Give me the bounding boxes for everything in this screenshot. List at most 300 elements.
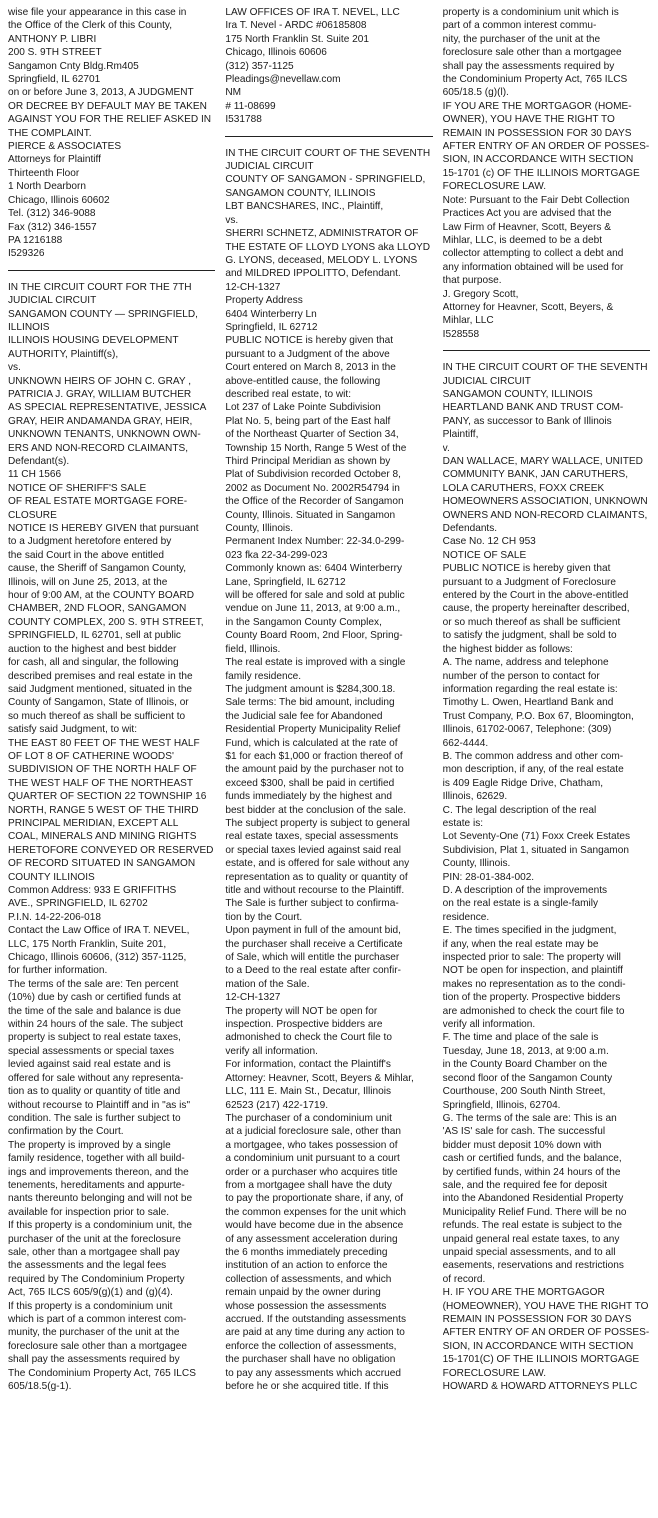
notice-text-line: Attorney for Heavner, Scott, Beyers, & bbox=[442, 301, 614, 313]
notice-text-line: PIERCE & ASSOCIATES bbox=[8, 141, 122, 153]
notice-text-line: 6404 Winterberry Ln bbox=[225, 308, 317, 320]
notice-text-line: DAN WALLACE, MARY WALLACE, UNITED bbox=[442, 456, 643, 467]
notice-text-line: Defendant(s). bbox=[8, 456, 70, 467]
notice-text-line: Commonly known as: 6404 Winterberry bbox=[225, 563, 403, 575]
notice-text-line: AUTHORITY, Plaintiff(s), bbox=[8, 348, 119, 360]
notice-text-line: unpaid special assessments, and to all bbox=[442, 1246, 616, 1258]
notice-text-line: remain unpaid by the owner during bbox=[225, 1287, 381, 1299]
notice-text-line: 62523 (217) 422-1719. bbox=[225, 1099, 329, 1111]
notice-text-line: Contact the Law Office of IRA T. NEVEL, bbox=[8, 925, 190, 937]
notice-text-line: Sangamon Cnty Bldg.Rm405 bbox=[8, 60, 139, 72]
notice-text-line: Mihlar, LLC, is deemed to be a debt bbox=[442, 234, 603, 246]
notice-text-line: vs. bbox=[8, 362, 21, 374]
notice-text-line: the said Court in the above entitled bbox=[8, 549, 164, 561]
notice-text-line: the assessments and the legal fees bbox=[8, 1260, 167, 1272]
notice-text-line: 200 S. 9TH STREET bbox=[8, 47, 102, 59]
notice-text-line: NOTICE OF SALE bbox=[442, 549, 527, 561]
notice-text-line: the 6 months immediately preceding bbox=[225, 1246, 388, 1258]
notice-text-line: v. bbox=[442, 442, 450, 454]
notice-text-line: COAL, MINERALS AND MINING RIGHTS bbox=[8, 831, 197, 843]
notice-text-line: number of the person to contact for bbox=[442, 670, 600, 682]
notice-text-line: (10%) due by cash or certified funds at bbox=[8, 992, 181, 1004]
notice-text-line: County Board Room, 2nd Floor, Spring- bbox=[225, 630, 403, 642]
notice-text-line: to a Judgment heretofore entered by bbox=[8, 536, 172, 548]
notice-text-line: PANY, as successor to Bank of Illinois bbox=[442, 415, 612, 427]
notice-text-line: LLC, 111 E. Main St., Decatur, Illinois bbox=[225, 1086, 392, 1098]
notice-text-line: PATRICIA J. GRAY, WILLIAM BUTCHER bbox=[8, 388, 192, 400]
notice-text-line: exceed $300, shall be paid in certified bbox=[225, 777, 395, 789]
notice-text-line: G. The terms of the sale are: This is an bbox=[442, 1112, 617, 1124]
notice-text-line: best bidder at the conclusion of the sale. bbox=[225, 804, 407, 816]
notice-text-line: mon description, if any, of the real estate bbox=[442, 764, 624, 776]
notice-text-line: IN THE CIRCUIT COURT FOR THE 7TH bbox=[8, 281, 192, 293]
notice-text-line: J. Gregory Scott, bbox=[442, 288, 519, 300]
notice-text-line: without recourse to Plaintiff and in "as is" bbox=[8, 1099, 191, 1111]
notice-text-line: ings and improvements thereon, and the bbox=[8, 1166, 189, 1178]
notice-text-line: Ira T. Nevel - ARDC #06185808 bbox=[225, 20, 367, 32]
notice-text-line: CLOSURE bbox=[8, 509, 57, 521]
notice-text-line: COUNTY OF SANGAMON - SPRINGFIELD, bbox=[225, 174, 426, 186]
notice-text-line: described premises and real estate in the bbox=[8, 670, 193, 682]
notice-text-line: second floor of the Sangamon County bbox=[442, 1072, 613, 1084]
notice-text-line: 12-CH-1327 bbox=[225, 992, 281, 1004]
notice-text-line: County, Illinois. Situated in Sangamon bbox=[225, 509, 396, 521]
notice-text-line: enforce the collection of assessments, bbox=[225, 1340, 397, 1352]
notice-text-line: bidder must deposit 10% down with bbox=[442, 1139, 602, 1151]
notice-text-line: G. LYONS, deceased, MELODY L. LYONS bbox=[225, 254, 418, 266]
notice-text-line: Third Principal Meridian as shown by bbox=[225, 456, 391, 467]
notice-text-line: H. IF YOU ARE THE MORTGAGOR bbox=[442, 1287, 605, 1299]
notice-text-line: Fax (312) 346-1557 bbox=[8, 221, 97, 233]
notice-text-line: LOLA CARUTHERS, FOXX CREEK bbox=[442, 482, 605, 494]
notice-text-line: nity, the purchaser of the unit at the bbox=[442, 33, 601, 45]
notice-text-line: Illinois, 61702-0067, Telephone: (309) bbox=[442, 724, 612, 736]
notice-text-line: to pay any assessments which accrued bbox=[225, 1367, 401, 1379]
notice-text-line: nants thereunto belonging and will not be bbox=[8, 1193, 193, 1205]
notice-text-line: 605/18.5(g-1). bbox=[8, 1381, 72, 1393]
notice-text-line: OF LOT 8 OF CATHERINE WOODS' bbox=[8, 750, 174, 762]
notice-text-line: of the Northeast Quarter of Section 34, bbox=[225, 429, 399, 441]
notice-text-line: HOMEOWNERS ASSOCIATION, UNKNOWN bbox=[442, 496, 648, 508]
notice-text-line: SUBDIVISION OF THE NORTH HALF OF bbox=[8, 764, 197, 776]
column-left bbox=[8, 6, 215, 1518]
notice-text-line: THE WEST HALF OF THE NORTHEAST bbox=[8, 777, 194, 789]
notice-text-line: PRINCIPAL MERIDIAN, EXCEPT ALL bbox=[8, 817, 179, 829]
notice-text-line: AFTER ENTRY OF AN ORDER OF POSSES- bbox=[442, 141, 650, 153]
notice-text-line: real estate taxes, special assessments bbox=[225, 831, 399, 843]
notice-text-line: IN THE CIRCUIT COURT OF THE SEVENTH bbox=[225, 147, 431, 159]
notice-text-line: tion as to quality or quantity of title and bbox=[8, 1086, 181, 1098]
notice-text-line: COUNTY ILLINOIS bbox=[8, 871, 95, 883]
notice-text-line: Mihlar, LLC bbox=[442, 315, 494, 327]
notice-text-line: PIN: 28-01-384-002. bbox=[442, 871, 535, 883]
notice-text-line: REMAIN IN POSSESSION FOR 30 DAYS bbox=[442, 127, 632, 139]
notice-text-line: P.I.N. 14-22-206-018 bbox=[8, 911, 101, 923]
notice-text-line: shall pay the assessments required by bbox=[8, 1354, 180, 1366]
notice-text-line: inspection. Prospective bidders are bbox=[225, 1019, 383, 1031]
notice-text-line: title and without recourse to the Plaintiff. bbox=[225, 885, 405, 896]
notice-text-line: to pay the proportionate share, if any, of bbox=[225, 1193, 404, 1205]
notice-text-line: the amount paid by the purchaser not to bbox=[225, 764, 404, 776]
notice-text-line: into the Abandoned Residential Property bbox=[442, 1193, 624, 1205]
notice-text-line: 15-1701(C) OF THE ILLINOIS MORTGAGE bbox=[442, 1354, 640, 1366]
notice-text-line: of record. bbox=[442, 1273, 486, 1285]
notice-text-line: accrued. If the outstanding assessments bbox=[225, 1314, 406, 1325]
notice-text-line: estate, and is offered for sale without any bbox=[225, 858, 410, 870]
notice-text-line: property is a condominium unit which is bbox=[442, 7, 619, 18]
notice-text-line: I529326 bbox=[8, 248, 45, 260]
notice-text-line: NM bbox=[225, 87, 242, 99]
notice-text-line: for further information. bbox=[8, 965, 108, 977]
notice-text-line: institution of an action to enforce the bbox=[225, 1260, 388, 1272]
notice-text-line: ANTHONY P. LIBRI bbox=[8, 33, 97, 45]
notice-text-line: the purchaser shall have no obligation bbox=[225, 1354, 396, 1366]
notice-text-line: Fund, which is calculated at the rate of bbox=[225, 737, 398, 749]
notice-text-line: a condominium unit pursuant to a court bbox=[225, 1153, 400, 1165]
notice-text-line: Illinois, 62629. bbox=[442, 791, 508, 803]
notice-text-line: NORTH, RANGE 5 WEST OF THE THIRD bbox=[8, 804, 199, 816]
notice-text-line: The terms of the sale are: Ten percent bbox=[8, 978, 179, 990]
notice-text-line: by certified funds, within 24 hours of the bbox=[442, 1166, 621, 1178]
notice-text-line: Chicago, Illinois 60606 bbox=[225, 47, 327, 59]
notice-text-line: AS SPECIAL REPRESENTATIVE, JESSICA bbox=[8, 402, 207, 414]
notice-text-line: ERS AND NON-RECORD CLAIMANTS, bbox=[8, 442, 189, 454]
notice-text-line: THE ESTATE OF LLOYD LYONS aka LLOYD bbox=[225, 241, 431, 253]
notice-text-line: in the County Board Chamber on the bbox=[442, 1059, 608, 1071]
notice-text-line: cause, the property hereinafter described, bbox=[442, 603, 630, 615]
notice-text-line: for cash, all and singular, the following bbox=[8, 657, 179, 669]
notice-text-line: or special taxes levied against said real bbox=[225, 844, 401, 856]
notice-text-line: IN THE CIRCUIT COURT OF THE SEVENTH bbox=[442, 362, 648, 374]
notice-text-line: so much thereof as shall be sufficient to bbox=[8, 710, 186, 722]
notice-text-line: the common expenses for the unit which bbox=[225, 1206, 406, 1218]
notice-text-line: Springfield, IL 62701 bbox=[8, 74, 101, 86]
notice-divider bbox=[8, 270, 215, 271]
notice-text-line: is 409 Eagle Ridge Drive, Chatham, bbox=[442, 777, 604, 789]
notice-text-line: County of Sangamon, State of Illinois, or bbox=[8, 697, 189, 709]
notice-text-line: the Office of the Recorder of Sangamon bbox=[225, 496, 404, 508]
notice-text-line: Thirteenth Floor bbox=[8, 167, 80, 179]
notice-text-line: pursuant to a Judgment of the above bbox=[225, 348, 390, 360]
notice-text-line: PUBLIC NOTICE is hereby given that bbox=[225, 335, 394, 347]
notice-text-line: Plat of Subdivision recorded October 8, bbox=[225, 469, 401, 481]
notice-text-line: SPRINGFIELD, IL 62701, sell at public bbox=[8, 630, 181, 642]
notice-text-line: IF YOU ARE THE MORTGAGOR (HOME- bbox=[442, 100, 632, 112]
notice-text-line: REMAIN IN POSSESSION FOR 30 DAYS bbox=[442, 1314, 632, 1325]
notice-text-line: vendue on June 11, 2013, at 9:00 a.m., bbox=[225, 603, 401, 615]
notice-text-line: the Condominium Property Act, 765 ILCS bbox=[442, 74, 628, 86]
notice-text-line: Permanent Index Number: 22-34.0-299- bbox=[225, 536, 405, 548]
notice-text-line: THE COMPLAINT. bbox=[8, 127, 92, 139]
notice-text-line: Property Address bbox=[225, 295, 303, 307]
notice-text-line: UNKNOWN TENANTS, UNKNOWN OWN- bbox=[8, 429, 201, 441]
notice-text-line: The subject property is subject to general bbox=[225, 817, 410, 829]
notice-text-line: County, Illinois. bbox=[442, 858, 511, 870]
notice-text-line: the highest bidder as follows: bbox=[442, 643, 573, 655]
notice-text-line: on the real estate is a single-family bbox=[442, 898, 599, 910]
notice-text-line: inspected prior to sale: The property will bbox=[442, 952, 621, 964]
notice-text-line: pursuant to a Judgment of Foreclosure bbox=[442, 576, 617, 588]
notice-text-line: Courthouse, 200 South Ninth Street, bbox=[442, 1086, 606, 1098]
notice-text-line: to satisfy the judgment, shall be sold to bbox=[442, 630, 617, 642]
notice-text-line: Springfield, Illinois, 62704. bbox=[442, 1099, 561, 1111]
notice-text-line: family residence, together with all build- bbox=[8, 1153, 185, 1165]
notice-text-line: Lot 237 of Lake Pointe Subdivision bbox=[225, 402, 381, 414]
notice-text-line: 11 CH 1566 bbox=[8, 469, 62, 481]
notice-text-line: mation of the Sale. bbox=[225, 978, 310, 990]
notice-text-line: Common Address: 933 E GRIFFITHS bbox=[8, 885, 177, 896]
notice-text-line: condition. The sale is further subject to bbox=[8, 1112, 181, 1124]
notice-text-line: purchaser of the unit at the foreclosure bbox=[8, 1233, 181, 1245]
notice-text-line: NOTICE OF SHERIFF'S SALE bbox=[8, 482, 147, 494]
notice-text-line: estate is: bbox=[442, 817, 484, 829]
notice-text-line: B. The common address and other com- bbox=[442, 750, 624, 762]
notice-text-line: Chicago, Illinois 60606, (312) 357-1125, bbox=[8, 952, 187, 964]
notice-text-line: 605/18.5 (g)(l). bbox=[442, 87, 509, 99]
notice-text-line: auction to the highest and best bidder bbox=[8, 643, 177, 655]
notice-text-line: Lane, Springfield, IL 62712 bbox=[225, 576, 346, 588]
notice-text-line: If this property is a condominium unit bbox=[8, 1300, 173, 1312]
notice-text-line: 1 North Dearborn bbox=[8, 181, 86, 193]
notice-text-line: Subdivision, Plat 1, situated in Sangamon bbox=[442, 844, 629, 856]
notice-text-line: are admonished to check the court file to bbox=[442, 1005, 625, 1017]
notice-text-line: family residence. bbox=[225, 670, 302, 682]
notice-text-line: LBT BANCSHARES, INC., Plaintiff, bbox=[225, 201, 384, 213]
notice-text-line: sale, other than a mortgagee shall pay bbox=[8, 1246, 180, 1258]
notice-text-line: SANGAMON COUNTY, ILLINOIS bbox=[225, 187, 376, 199]
notice-text-line: 023 fka 22-34-299-023 bbox=[225, 549, 328, 561]
notice-text-line: property is subject to real estate taxes, bbox=[8, 1032, 181, 1044]
notice-text-line: $1 for each $1,000 or fraction thereof of bbox=[225, 750, 403, 762]
notice-text-line: SANGAMON COUNTY, ILLINOIS bbox=[442, 388, 593, 400]
notice-text-line: FORECLOSURE LAW. bbox=[442, 181, 547, 193]
notice-text-line: described real estate, to wit: bbox=[225, 388, 352, 400]
notice-text-line: Illinois, will on June 25, 2013, at the bbox=[8, 576, 168, 588]
notice-text-line: Trust Company, P.O. Box 67, Bloomington, bbox=[442, 710, 634, 722]
notice-text-line: Case No. 12 CH 953 bbox=[442, 536, 536, 548]
notice-text-line: tion of the property. Prospective bidders bbox=[442, 992, 621, 1004]
notice-text-line: FORECLOSURE LAW. bbox=[442, 1367, 547, 1379]
notice-text-line: of Sale, which will entitle the purchaser bbox=[225, 952, 400, 964]
notice-text-line: Court entered on March 8, 2013 in the bbox=[225, 362, 396, 374]
notice-text-line: offered for sale without any representa- bbox=[8, 1072, 184, 1084]
notice-text-line: foreclosure sale other than a mortgagee bbox=[442, 47, 622, 59]
notice-text-line: Tel. (312) 346-9088 bbox=[8, 208, 96, 220]
notice-text-line: that purpose. bbox=[442, 275, 502, 287]
notice-text-line: easements, reservations and restrictions bbox=[442, 1260, 624, 1272]
column-middle bbox=[225, 6, 432, 1518]
notice-text-line: cash or certified funds, and the balance, bbox=[442, 1153, 622, 1165]
notice-text-line: # 11-08699 bbox=[225, 100, 276, 112]
notice-text-line: (312) 357-1125 bbox=[225, 60, 294, 72]
notice-text-line: ILLINOIS HOUSING DEVELOPMENT bbox=[8, 335, 179, 347]
notice-text-line: from a mortgagee shall have the duty bbox=[225, 1179, 392, 1191]
notice-text-line: foreclosure sale other than a mortgagee bbox=[8, 1340, 187, 1352]
notice-text-line: any information obtained will be used for bbox=[442, 261, 624, 273]
notice-text-line: LLC, 175 North Franklin, Suite 201, bbox=[8, 938, 167, 950]
notice-divider bbox=[443, 350, 650, 351]
notice-text-line: whose possession the assessments bbox=[225, 1300, 387, 1312]
notice-text-line: order or a purchaser who acquires title bbox=[225, 1166, 398, 1178]
notice-text-line: JUDICIAL CIRCUIT bbox=[225, 161, 314, 173]
notice-text-line: the Judicial sale fee for Abandoned bbox=[225, 710, 383, 722]
column-right bbox=[443, 6, 650, 1518]
notice-text-line: sale, and the required fee for deposit bbox=[442, 1179, 608, 1191]
notice-text-line: (HOMEOWNER), YOU HAVE THE RIGHT TO bbox=[442, 1300, 649, 1312]
notice-text-line: Springfield, IL 62712 bbox=[225, 321, 318, 333]
notice-text-line: refunds. The real estate is subject to the bbox=[442, 1220, 623, 1232]
notice-text-line: HEARTLAND BANK AND TRUST COM- bbox=[442, 402, 624, 414]
notice-text-line: wise file your appearance in this case in bbox=[8, 7, 187, 18]
notice-text-line: collector attempting to collect a debt and bbox=[442, 248, 624, 260]
notice-text-line: SANGAMON COUNTY — SPRINGFIELD, bbox=[8, 308, 198, 320]
notice-text-line: field, Illinois. bbox=[225, 643, 281, 655]
notice-text-line: within 24 hours of the sale. The subject bbox=[8, 1019, 183, 1031]
notice-text-line: special assessments or special taxes bbox=[8, 1045, 175, 1057]
notice-text-line: tion by the Court. bbox=[225, 911, 303, 923]
notice-text-line: OWNER), YOU HAVE THE RIGHT TO bbox=[442, 114, 615, 126]
notice-text-line: The Sale is further subject to confirma- bbox=[225, 898, 399, 910]
notice-text-line: vs. bbox=[225, 214, 239, 226]
notice-text-line: C. The legal description of the real bbox=[442, 804, 597, 816]
notice-text-line: of any assessment acceleration during bbox=[225, 1233, 398, 1245]
notice-text-line: Sale terms: The bid amount, including bbox=[225, 697, 395, 709]
notice-text-line: to a Deed to the real estate after confir- bbox=[225, 965, 401, 977]
notice-text-line: The judgment amount is $284,300.18. bbox=[225, 683, 396, 695]
notice-text-line: The Condominium Property Act, 765 ILCS bbox=[8, 1367, 196, 1379]
notice-text-line: funds immediately by the highest and bbox=[225, 791, 392, 803]
notice-text-line: NOT be open for inspection, and plaintiff bbox=[442, 965, 623, 977]
notice-text-line: Plaintiff, bbox=[442, 429, 479, 441]
notice-text-line: Timothy L. Owen, Heartland Bank and bbox=[442, 697, 614, 709]
notice-divider bbox=[225, 136, 432, 137]
notice-text-line: JUDICIAL CIRCUIT bbox=[8, 295, 97, 307]
notice-text-line: verify all information. bbox=[225, 1045, 318, 1057]
notice-text-line: HERETOFORE CONVEYED OR RESERVED bbox=[8, 844, 214, 856]
notice-text-line: makes no representation as to the condi- bbox=[442, 978, 626, 990]
notice-text-line: Attorneys for Plaintiff bbox=[8, 154, 101, 166]
notice-text-line: SION, IN ACCORDANCE WITH SECTION bbox=[442, 154, 634, 166]
notice-text-line: shall pay the assessments required by bbox=[442, 60, 615, 72]
notice-text-line: Tuesday, June 18, 2013, at 9:00 a.m. bbox=[442, 1045, 609, 1057]
notice-text-line: a mortgagee, who takes possession of bbox=[225, 1139, 398, 1151]
notice-text-line: ILLINOIS bbox=[8, 321, 50, 333]
notice-text-line: above-entitled cause, the following bbox=[225, 375, 381, 387]
notice-text-line: Municipality Relief Fund. There will be no bbox=[442, 1206, 627, 1218]
notice-text-line: PA 1216188 bbox=[8, 234, 63, 246]
notice-text-line: AFTER ENTRY OF AN ORDER OF POSSES- bbox=[442, 1327, 650, 1339]
notice-text-line: available for inspection prior to sale. bbox=[8, 1206, 170, 1218]
notice-text-line: if any, when the real estate may be bbox=[442, 938, 599, 950]
notice-text-line: I531788 bbox=[225, 114, 262, 126]
notice-text-line: Chicago, Illinois 60602 bbox=[8, 194, 110, 206]
notice-text-line: munity, the purchaser of the unit at the bbox=[8, 1327, 180, 1339]
notice-text-line: verify all information. bbox=[442, 1019, 536, 1031]
notice-text-line: Law Firm of Heavner, Scott, Beyers & bbox=[442, 221, 611, 233]
notice-text-line: PUBLIC NOTICE is hereby given that bbox=[442, 563, 611, 575]
notice-text-line: Note: Pursuant to the Fair Debt Collection bbox=[442, 194, 630, 206]
notice-text-line: The property is improved by a single bbox=[8, 1139, 171, 1151]
notice-text-line: satisfy said Judgment, to wit: bbox=[8, 724, 138, 736]
notice-text-line: Practices Act you are advised that the bbox=[442, 208, 612, 220]
notice-text-line: THE EAST 80 FEET OF THE WEST HALF bbox=[8, 737, 200, 749]
notice-text-line: 15-1701 (c) OF THE ILLINOIS MORTGAGE bbox=[442, 167, 640, 179]
notice-text-line: entered by the Court in the above-entitled bbox=[442, 590, 629, 602]
notice-text-line: collection of assessments, and which bbox=[225, 1273, 392, 1285]
notice-text-line: are paid at any time during any action to bbox=[225, 1327, 405, 1339]
notice-text-line: part of a common interest commu- bbox=[442, 20, 597, 32]
notice-text-line: 12-CH-1327 bbox=[225, 281, 281, 293]
notice-text-line: confirmation by the Court. bbox=[8, 1126, 124, 1138]
notice-text-line: Township 15 North, Range 5 West of the bbox=[225, 442, 407, 454]
notice-text-line: For information, contact the Plaintiff's bbox=[225, 1059, 391, 1071]
notice-text-line: GRAY, HEIR ANDAMANDA GRAY, HEIR, bbox=[8, 415, 193, 427]
notice-text-line: LAW OFFICES OF IRA T. NEVEL, LLC bbox=[225, 7, 400, 18]
notice-text-line: Pleadings@nevellaw.com bbox=[225, 74, 341, 86]
notice-text-line: tenements, hereditaments and appurte- bbox=[8, 1179, 185, 1191]
notice-text-line: Lot Seventy-One (71) Foxx Creek Estates bbox=[442, 831, 631, 843]
notice-text-line: NOTICE IS HEREBY GIVEN that pursuant bbox=[8, 523, 199, 535]
notice-text-line: the purchaser shall receive a Certificate bbox=[225, 938, 403, 950]
notice-text-line: 662-4444. bbox=[442, 737, 489, 749]
notice-text-line: County, Illinois. bbox=[225, 523, 294, 535]
notice-text-line: CHAMBER, 2ND FLOOR, SANGAMON bbox=[8, 603, 187, 615]
notice-text-line: residence. bbox=[442, 911, 490, 923]
notice-text-line: SION, IN ACCORDANCE WITH SECTION bbox=[442, 1340, 634, 1352]
notice-text-line: hour of 9:00 AM, at the COUNTY BOARD bbox=[8, 590, 195, 602]
notice-text-line: 2002 as Document No. 2002R54794 in bbox=[225, 482, 400, 494]
notice-text-line: and MILDRED IPPOLITTO, Defendant. bbox=[225, 268, 401, 280]
notice-text-line: UNKNOWN HEIRS OF JOHN C. GRAY , bbox=[8, 375, 192, 387]
notice-text-line: Residential Property Municipality Relief bbox=[225, 724, 401, 736]
notice-text-line: COMMUNITY BANK, JAN CARUTHERS, bbox=[442, 469, 629, 481]
notice-text-line: AVE., SPRINGFIELD, IL 62702 bbox=[8, 898, 148, 910]
notice-text-line: OWNERS AND NON-RECORD CLAIMANTS, bbox=[442, 509, 648, 521]
notice-text-line: JUDICIAL CIRCUIT bbox=[442, 375, 531, 387]
notice-text-line: or so much thereof as shall be sufficient bbox=[442, 616, 621, 628]
notice-text-line: OF RECORD SITUATED IN SANGAMON bbox=[8, 858, 196, 870]
notice-text-line: unpaid general real estate taxes, to any bbox=[442, 1233, 620, 1245]
notice-text-line: Upon payment in full of the amount bid, bbox=[225, 925, 401, 937]
notice-text-line: A. The name, address and telephone bbox=[442, 657, 609, 669]
notice-text-line: admonished to check the Court file to bbox=[225, 1032, 392, 1044]
notice-text-line: in the Sangamon County Complex, bbox=[225, 616, 382, 628]
notice-text-line: before he or she acquired title. If this bbox=[225, 1381, 389, 1393]
notice-text-line: said Judgment mentioned, situated in the bbox=[8, 683, 193, 695]
notice-text-line: SHERRI SCHNETZ, ADMINISTRATOR OF bbox=[225, 228, 419, 240]
notice-text-line: Plat No. 5, being part of the East half bbox=[225, 415, 391, 427]
notice-text-line: AGAINST YOU FOR THE RELIEF ASKED IN bbox=[8, 114, 212, 126]
notice-text-line: 175 North Franklin St. Suite 201 bbox=[225, 33, 369, 45]
notice-text-line: would have become due in the absence bbox=[225, 1220, 404, 1232]
notice-text-line: information regarding the real estate is: bbox=[442, 683, 618, 695]
notice-text-line: which is part of a common interest com- bbox=[8, 1314, 187, 1325]
notice-text-line: at a judicial foreclosure sale, other than bbox=[225, 1126, 401, 1138]
notice-text-line: If this property is a condominium unit, the bbox=[8, 1220, 193, 1232]
notice-text-line: D. A description of the improvements bbox=[442, 885, 608, 896]
notice-text-line: the Office of the Clerk of this County, bbox=[8, 20, 173, 32]
notice-text-line: F. The time and place of the sale is bbox=[442, 1032, 599, 1044]
notice-text-line: representation as to quality or quantity of bbox=[225, 871, 408, 883]
notice-text-line: cause, the Sheriff of Sangamon County, bbox=[8, 563, 187, 575]
notice-text-line: will be offered for sale and sold at public bbox=[225, 590, 405, 602]
notice-text-line: The purchaser of a condominium unit bbox=[225, 1112, 392, 1124]
notice-text-line: required by The Condominium Property bbox=[8, 1273, 185, 1285]
notice-text-line: QUARTER OF SECTION 22 TOWNSHIP 16 bbox=[8, 791, 207, 803]
notice-text-line: I528558 bbox=[442, 328, 480, 340]
notice-text-line: on or before June 3, 2013, A JUDGMENT bbox=[8, 87, 194, 99]
notice-text-line: Act, 765 ILCS 605/9(g)(1) and (g)(4). bbox=[8, 1287, 173, 1299]
